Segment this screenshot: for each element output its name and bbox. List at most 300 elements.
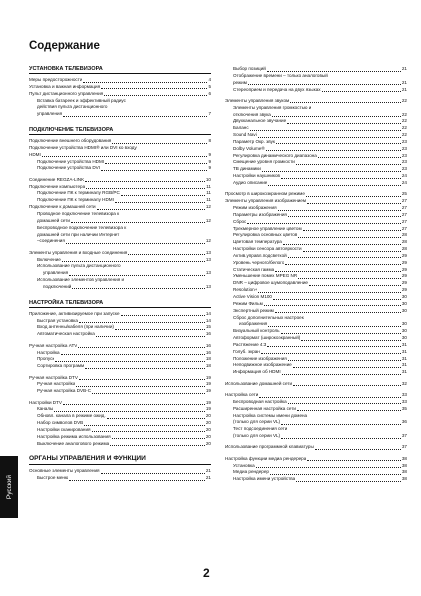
dot-leader	[290, 102, 401, 103]
dot-leader	[315, 449, 401, 450]
toc-entry[interactable]	[29, 159, 211, 166]
toc-entry-title: Sound Navi	[233, 132, 257, 138]
dot-leader	[101, 170, 207, 171]
toc-entry-page: 21	[401, 86, 407, 92]
toc-entry-page: 11	[206, 183, 211, 189]
dot-leader	[247, 223, 401, 224]
toc-entry[interactable]	[29, 270, 211, 277]
toc-entry-title: (только для серии VL)	[233, 433, 281, 439]
toc-entry-title: Положение изображения	[233, 355, 287, 361]
toc-entry-page: 27	[401, 205, 407, 211]
dot-leader	[288, 360, 401, 361]
toc-entry-title: Автоматическая настройка	[37, 331, 95, 337]
dot-leader	[301, 340, 401, 341]
toc-entry[interactable]	[225, 260, 407, 267]
dot-leader	[282, 374, 401, 375]
dot-leader	[248, 84, 401, 85]
toc-entry-page: 35	[401, 405, 407, 411]
toc-entry-title: Подключение к домашней сети	[29, 204, 96, 210]
toc-entry-page: 14	[205, 317, 211, 323]
toc-entry-page: 31	[401, 369, 407, 375]
toc-entry-page: 31	[401, 355, 407, 361]
toc-text-line: домашней сети при наличии Интернет	[37, 231, 120, 237]
dot-leader	[63, 116, 207, 117]
toc-right-column	[225, 66, 407, 483]
toc-entry[interactable]	[225, 308, 407, 315]
toc-entry[interactable]	[29, 111, 211, 118]
toc-entry-page: 13	[205, 283, 211, 289]
dot-leader	[259, 397, 401, 398]
dot-leader	[303, 251, 401, 252]
toc-entry[interactable]	[29, 184, 211, 191]
toc-entry[interactable]	[225, 125, 407, 132]
dot-leader	[110, 445, 205, 446]
toc-entry[interactable]	[225, 191, 407, 198]
toc-entry[interactable]	[225, 301, 407, 308]
dot-leader	[72, 288, 205, 289]
toc-entry-page: 38	[401, 469, 407, 475]
toc-entry-title: Подключение внешнего оборудования	[29, 138, 112, 144]
toc-entry[interactable]	[29, 388, 211, 395]
toc-entry-page: 27	[401, 211, 407, 217]
dot-leader	[307, 203, 401, 204]
toc-entry[interactable]	[225, 198, 407, 205]
dot-leader	[258, 137, 401, 138]
toc-entry[interactable]	[29, 420, 211, 427]
section-heading: УСТАНОВКА ТЕЛЕВИЗОРА	[29, 66, 211, 74]
toc-entry[interactable]	[225, 463, 407, 470]
toc-entry-page: 33	[401, 398, 407, 404]
toc-entry-title: Dolby Volume®	[233, 145, 265, 151]
dot-leader	[276, 143, 401, 144]
toc-left-column	[29, 66, 211, 482]
toc-entry[interactable]	[225, 349, 407, 356]
toc-entry-page: 30	[401, 294, 407, 299]
toc-text-line: Элементы управления громкостью и	[233, 104, 312, 110]
toc-entry[interactable]	[29, 91, 211, 98]
dot-leader	[115, 202, 205, 203]
dot-leader	[85, 368, 205, 369]
toc-entry-page: 19	[205, 374, 211, 380]
dot-leader	[54, 411, 205, 412]
toc-entry[interactable]	[29, 434, 211, 441]
toc-entry-page: 31	[401, 362, 407, 368]
dot-leader	[101, 473, 205, 474]
dot-leader	[318, 157, 401, 158]
toc-entry[interactable]	[225, 173, 407, 180]
toc-entry-page: 20	[205, 426, 211, 432]
toc-entry[interactable]	[29, 190, 211, 197]
toc-entry[interactable]	[225, 232, 407, 239]
toc-entry[interactable]	[225, 476, 407, 483]
toc-entry-title: Быстрое меню	[37, 475, 69, 481]
toc-entry-title: Настройки наушников	[233, 173, 280, 179]
toc-text-line: Настройка системы имени домена	[233, 412, 308, 418]
dot-leader	[322, 91, 401, 92]
toc-entry-page: 28	[401, 246, 407, 252]
toc-entry-page: 21	[205, 468, 211, 474]
toc-entry[interactable]	[225, 280, 407, 287]
toc-entry-title: Набор символов DVB	[37, 420, 84, 426]
toc-entry-title: Выключение аналогового режима	[37, 440, 110, 446]
toc-text-line: Отображение времени – только аналоговый	[233, 72, 328, 78]
toc-entry[interactable]	[225, 166, 407, 173]
toc-entry-title: Включение	[37, 256, 61, 262]
toc-entry-page: 12	[205, 238, 211, 244]
toc-entry-page: 29	[401, 280, 407, 286]
dot-leader	[296, 481, 401, 482]
toc-entry-title: Медиа рендерер	[233, 469, 269, 475]
dot-leader	[112, 438, 205, 439]
toc-entry[interactable]	[29, 343, 211, 350]
toc-entry[interactable]	[225, 219, 407, 226]
toc-entry-title: Режим Фильм	[233, 300, 263, 306]
dot-leader	[266, 150, 401, 151]
toc-entry-page: 21	[205, 475, 211, 481]
toc-entry-title: Информация об HDMI	[233, 369, 281, 375]
dot-leader	[79, 379, 205, 380]
toc-entry-title: Уровень черного/белого	[233, 259, 285, 265]
toc-entry-title: Смещение уровня громкости	[233, 159, 295, 165]
toc-entry-page: 29	[401, 266, 407, 272]
toc-entry[interactable]	[29, 165, 211, 172]
toc-entry-title: Параметры изображения	[233, 211, 287, 217]
toc-text-line: Проводное подключение телевизора к	[37, 211, 120, 216]
toc-entry[interactable]	[29, 331, 211, 338]
toc-entry[interactable]	[29, 177, 211, 184]
toc-entry-page: 21	[401, 79, 407, 85]
toc-entry-title: ТВ динамики	[233, 166, 261, 172]
toc-entry-page: 29	[401, 259, 407, 265]
toc-entry-page: 27	[401, 225, 407, 231]
toc-entry[interactable]	[29, 427, 211, 434]
toc-entry-title: Ручная настройка DVB-C	[37, 388, 92, 394]
toc-entry[interactable]	[225, 118, 407, 125]
toc-entry[interactable]	[225, 87, 407, 94]
toc-entry-title: Установка и важная информация	[29, 83, 101, 89]
toc-entry-page: 37	[401, 433, 407, 439]
toc-entry-title: Автоформат (широкоэкранный)	[233, 335, 301, 341]
toc-entry-title: Подключение устройства HDMI	[37, 158, 105, 164]
toc-entry-title: Расширенная настройка сети	[233, 405, 296, 411]
dot-leader	[297, 410, 401, 411]
dot-leader	[283, 244, 401, 245]
toc-entry-title: Визуальный контроль	[233, 328, 280, 334]
toc-entry-title: Настройки DTV	[29, 399, 62, 405]
toc-entry-title: домашней сети	[37, 217, 70, 223]
toc-entry-title: Просмотр в широкоэкранном режиме	[225, 191, 305, 197]
toc-entry-page: 29	[401, 273, 407, 279]
dot-leader	[296, 164, 401, 165]
dot-leader	[281, 438, 401, 439]
toc-entry-page: 24	[401, 180, 407, 185]
toc-entry[interactable]	[225, 253, 407, 260]
language-side-tab	[0, 456, 18, 518]
dot-leader	[307, 460, 401, 461]
toc-entry[interactable]	[225, 356, 407, 363]
toc-entry-page: 18	[205, 356, 211, 362]
toc-entry[interactable]	[29, 441, 211, 448]
toc-entry[interactable]	[225, 146, 407, 153]
toc-entry[interactable]	[225, 239, 407, 246]
toc-entry[interactable]	[225, 419, 407, 426]
toc-entry[interactable]	[225, 287, 407, 294]
toc-entry[interactable]	[29, 311, 211, 318]
toc-entry[interactable]	[225, 205, 407, 212]
toc-entry[interactable]	[225, 212, 407, 219]
toc-entry[interactable]	[29, 375, 211, 382]
toc-entry[interactable]	[29, 152, 211, 159]
dot-leader	[84, 425, 205, 426]
toc-entry[interactable]	[225, 362, 407, 369]
toc-text-line: Беспроводное подключение телевизора к	[37, 224, 127, 230]
toc-entry-title: управления	[37, 111, 63, 117]
dot-leader	[71, 222, 205, 223]
section-spacer	[29, 118, 211, 127]
toc-entry[interactable]	[29, 238, 211, 245]
toc-entry[interactable]	[225, 294, 407, 301]
toc-entry[interactable]	[225, 267, 407, 274]
toc-entry-page: 29	[401, 287, 407, 293]
toc-entry-page: 32	[401, 380, 407, 386]
toc-entry-page: 22	[401, 118, 407, 124]
toc-entry-page: 13	[205, 249, 211, 255]
toc-entry[interactable]	[225, 433, 407, 440]
dot-leader	[281, 424, 401, 425]
toc-entry-page: 7	[208, 111, 211, 117]
dot-leader	[92, 393, 205, 394]
toc-entry-title: Баланс	[233, 125, 249, 131]
toc-entry[interactable]	[225, 328, 407, 335]
toc-entry-title: Трехмерное управление цветом	[233, 225, 302, 231]
toc-entry-title: Сортировка программ	[37, 363, 85, 369]
toc-entry[interactable]	[225, 321, 407, 328]
toc-entry-page: 20	[205, 420, 211, 426]
dot-leader	[288, 216, 401, 217]
toc-entry[interactable]	[225, 66, 407, 73]
toc-entry-title: Настройка сети	[225, 391, 259, 397]
toc-entry[interactable]	[29, 250, 211, 257]
dot-leader	[293, 385, 401, 386]
dot-leader	[258, 292, 400, 293]
toc-entry[interactable]	[29, 218, 211, 225]
toc-entry-page: 23	[401, 138, 407, 144]
toc-entry-title: изображения	[239, 321, 268, 327]
toc-entry-title: Настройка	[37, 349, 60, 355]
toc-entry[interactable]	[225, 335, 407, 342]
toc-entry[interactable]	[29, 318, 211, 325]
toc-entry[interactable]	[225, 112, 407, 119]
dot-leader	[92, 431, 205, 432]
toc-entry-page: 20	[205, 433, 211, 439]
toc-entry[interactable]	[225, 180, 407, 187]
toc-entry-title: Active Vision M100	[233, 294, 272, 299]
toc-entry-page: 9	[208, 158, 211, 164]
dot-leader	[128, 254, 205, 255]
toc-entry-title: Настройка имени устройства	[233, 476, 296, 482]
toc-entry[interactable]	[225, 342, 407, 349]
dot-leader	[262, 171, 401, 172]
toc-text-line: Использование элементов управления и	[37, 277, 125, 283]
toc-entry-title: Использование домашней сети	[225, 380, 293, 386]
dot-leader	[267, 346, 401, 347]
toc-entry[interactable]	[29, 475, 211, 482]
dot-leader	[281, 178, 401, 179]
toc-entry-page: 19	[205, 388, 211, 394]
toc-entry[interactable]	[225, 399, 407, 406]
toc-entry[interactable]	[225, 139, 407, 146]
dot-leader	[76, 386, 204, 387]
toc-entry-title: Подключение компьютера	[29, 183, 86, 189]
toc-entry-title: Ручная настройка ATV	[29, 342, 78, 348]
toc-entry[interactable]	[29, 381, 211, 388]
dot-leader	[101, 88, 207, 89]
dot-leader	[261, 353, 401, 354]
dot-leader	[62, 261, 205, 262]
toc-entry-page: 22	[401, 132, 407, 138]
dot-leader	[275, 312, 401, 313]
toc-entry[interactable]	[225, 456, 407, 463]
toc-entry-page: 9	[208, 151, 211, 157]
toc-entry-title: Регулировка основных цветов	[233, 232, 298, 238]
toc-entry-page: 30	[401, 321, 407, 327]
toc-entry-page: 23	[401, 145, 407, 151]
dot-leader	[287, 123, 401, 124]
toc-entry[interactable]	[225, 392, 407, 399]
toc-entry[interactable]	[225, 273, 407, 280]
toc-entry[interactable]	[29, 197, 211, 204]
toc-entry[interactable]	[29, 400, 211, 407]
toc-entry[interactable]	[225, 132, 407, 139]
toc-entry-title: Каналы	[37, 406, 54, 412]
toc-entry[interactable]	[29, 84, 211, 91]
toc-entry-page: 6	[208, 90, 211, 96]
toc-entry[interactable]	[225, 381, 407, 388]
dot-leader	[285, 264, 401, 265]
toc-entry-page: 9	[208, 165, 211, 171]
toc-entry-page: 22	[401, 111, 407, 117]
toc-entry-page: 28	[401, 239, 407, 245]
toc-entry[interactable]	[29, 468, 211, 475]
toc-entry-title: Элементы управления изображением	[225, 198, 307, 204]
toc-entry[interactable]	[225, 406, 407, 413]
toc-entry-page: 37	[401, 444, 407, 450]
dot-leader	[83, 82, 207, 83]
toc-entry-title: –соединения	[37, 238, 65, 244]
toc-entry-page: 23	[401, 152, 407, 158]
dot-leader	[78, 347, 205, 348]
toc-entry-title: управления	[43, 270, 69, 276]
page-title: Содержание	[29, 40, 100, 52]
toc-entry[interactable]	[29, 284, 211, 291]
toc-entry-page: 33	[401, 391, 407, 397]
toc-entry[interactable]	[225, 444, 407, 451]
toc-entry-title: Стереоприем и передача на двух языках	[233, 86, 321, 92]
dot-leader	[121, 195, 205, 196]
dot-leader	[298, 237, 401, 238]
toc-entry[interactable]	[29, 413, 211, 420]
section-spacer	[29, 291, 211, 300]
language-label: Русский	[5, 474, 13, 500]
dot-leader	[79, 322, 205, 323]
toc-entry[interactable]	[225, 80, 407, 87]
dot-leader	[275, 271, 401, 272]
page-number: 2	[203, 566, 210, 580]
toc-entry-title: Режим изображения	[233, 205, 277, 211]
dot-leader	[256, 467, 401, 468]
toc-entry-page: 8	[208, 138, 211, 144]
dot-leader	[288, 403, 401, 404]
dot-leader	[303, 230, 401, 231]
toc-entry-title: Обновл. канала в режиме ожид.	[37, 413, 106, 419]
toc-entry-page: 25	[401, 191, 407, 197]
dot-leader	[293, 367, 401, 368]
dot-leader	[69, 480, 205, 481]
toc-entry[interactable]	[225, 98, 407, 105]
toc-entry[interactable]	[225, 469, 407, 476]
toc-entry-page: 19	[205, 399, 211, 405]
dot-leader	[104, 95, 207, 96]
toc-entry[interactable]	[225, 246, 407, 253]
toc-entry-page: 13	[205, 270, 211, 276]
dot-leader	[268, 326, 401, 327]
toc-entry[interactable]	[225, 153, 407, 160]
dot-leader	[112, 143, 207, 144]
dot-leader	[61, 354, 205, 355]
toc-entry[interactable]	[29, 257, 211, 264]
toc-entry-page: 20	[205, 413, 211, 419]
dot-leader	[115, 329, 205, 330]
toc-entry-page: 31	[401, 341, 407, 347]
toc-entry-page: 5	[208, 83, 211, 89]
toc-entry[interactable]	[29, 138, 211, 145]
dot-leader	[121, 315, 205, 316]
toc-entry-page: 16	[205, 342, 211, 348]
toc-entry[interactable]	[29, 77, 211, 84]
toc-entry[interactable]	[29, 406, 211, 413]
toc-entry-title: Быстрая установка	[37, 317, 78, 323]
toc-entry-title: Актив.управл.подсветкой	[233, 252, 287, 258]
dot-leader	[42, 156, 208, 157]
toc-entry-title: Сброс	[233, 218, 247, 224]
toc-entry-page: 29	[401, 252, 407, 258]
toc-entry[interactable]	[29, 356, 211, 363]
toc-text-line: Использование пульта дистанционного	[37, 263, 121, 269]
toc-entry[interactable]	[29, 324, 211, 331]
toc-entry[interactable]	[225, 226, 407, 233]
toc-entry[interactable]	[29, 350, 211, 357]
toc-entry[interactable]	[225, 159, 407, 166]
toc-entry-title: (только для серии VL)	[233, 419, 281, 425]
dot-leader	[66, 243, 205, 244]
toc-entry-page: 27	[401, 198, 407, 204]
toc-entry-page: 31	[401, 348, 407, 354]
toc-entry[interactable]	[29, 363, 211, 370]
toc-entry[interactable]	[225, 369, 407, 376]
toc-entry-title: Параметр Окр. звук	[233, 138, 275, 144]
toc-entry-title: Экспертный режим	[233, 307, 274, 313]
toc-entry-title: Настройка функции медиа рендерера	[225, 455, 307, 461]
toc-entry-page: 30	[401, 307, 407, 313]
toc-entry[interactable]	[29, 204, 211, 211]
dot-leader	[97, 209, 205, 210]
toc-entry-page: 28	[401, 232, 407, 238]
toc-entry-title: Подключение ПК к терминалу HDMI	[37, 197, 114, 203]
toc-entry-title: Цветовая температура	[233, 239, 282, 245]
dot-leader	[96, 336, 205, 337]
dot-leader	[55, 361, 204, 362]
dot-leader	[288, 257, 401, 258]
